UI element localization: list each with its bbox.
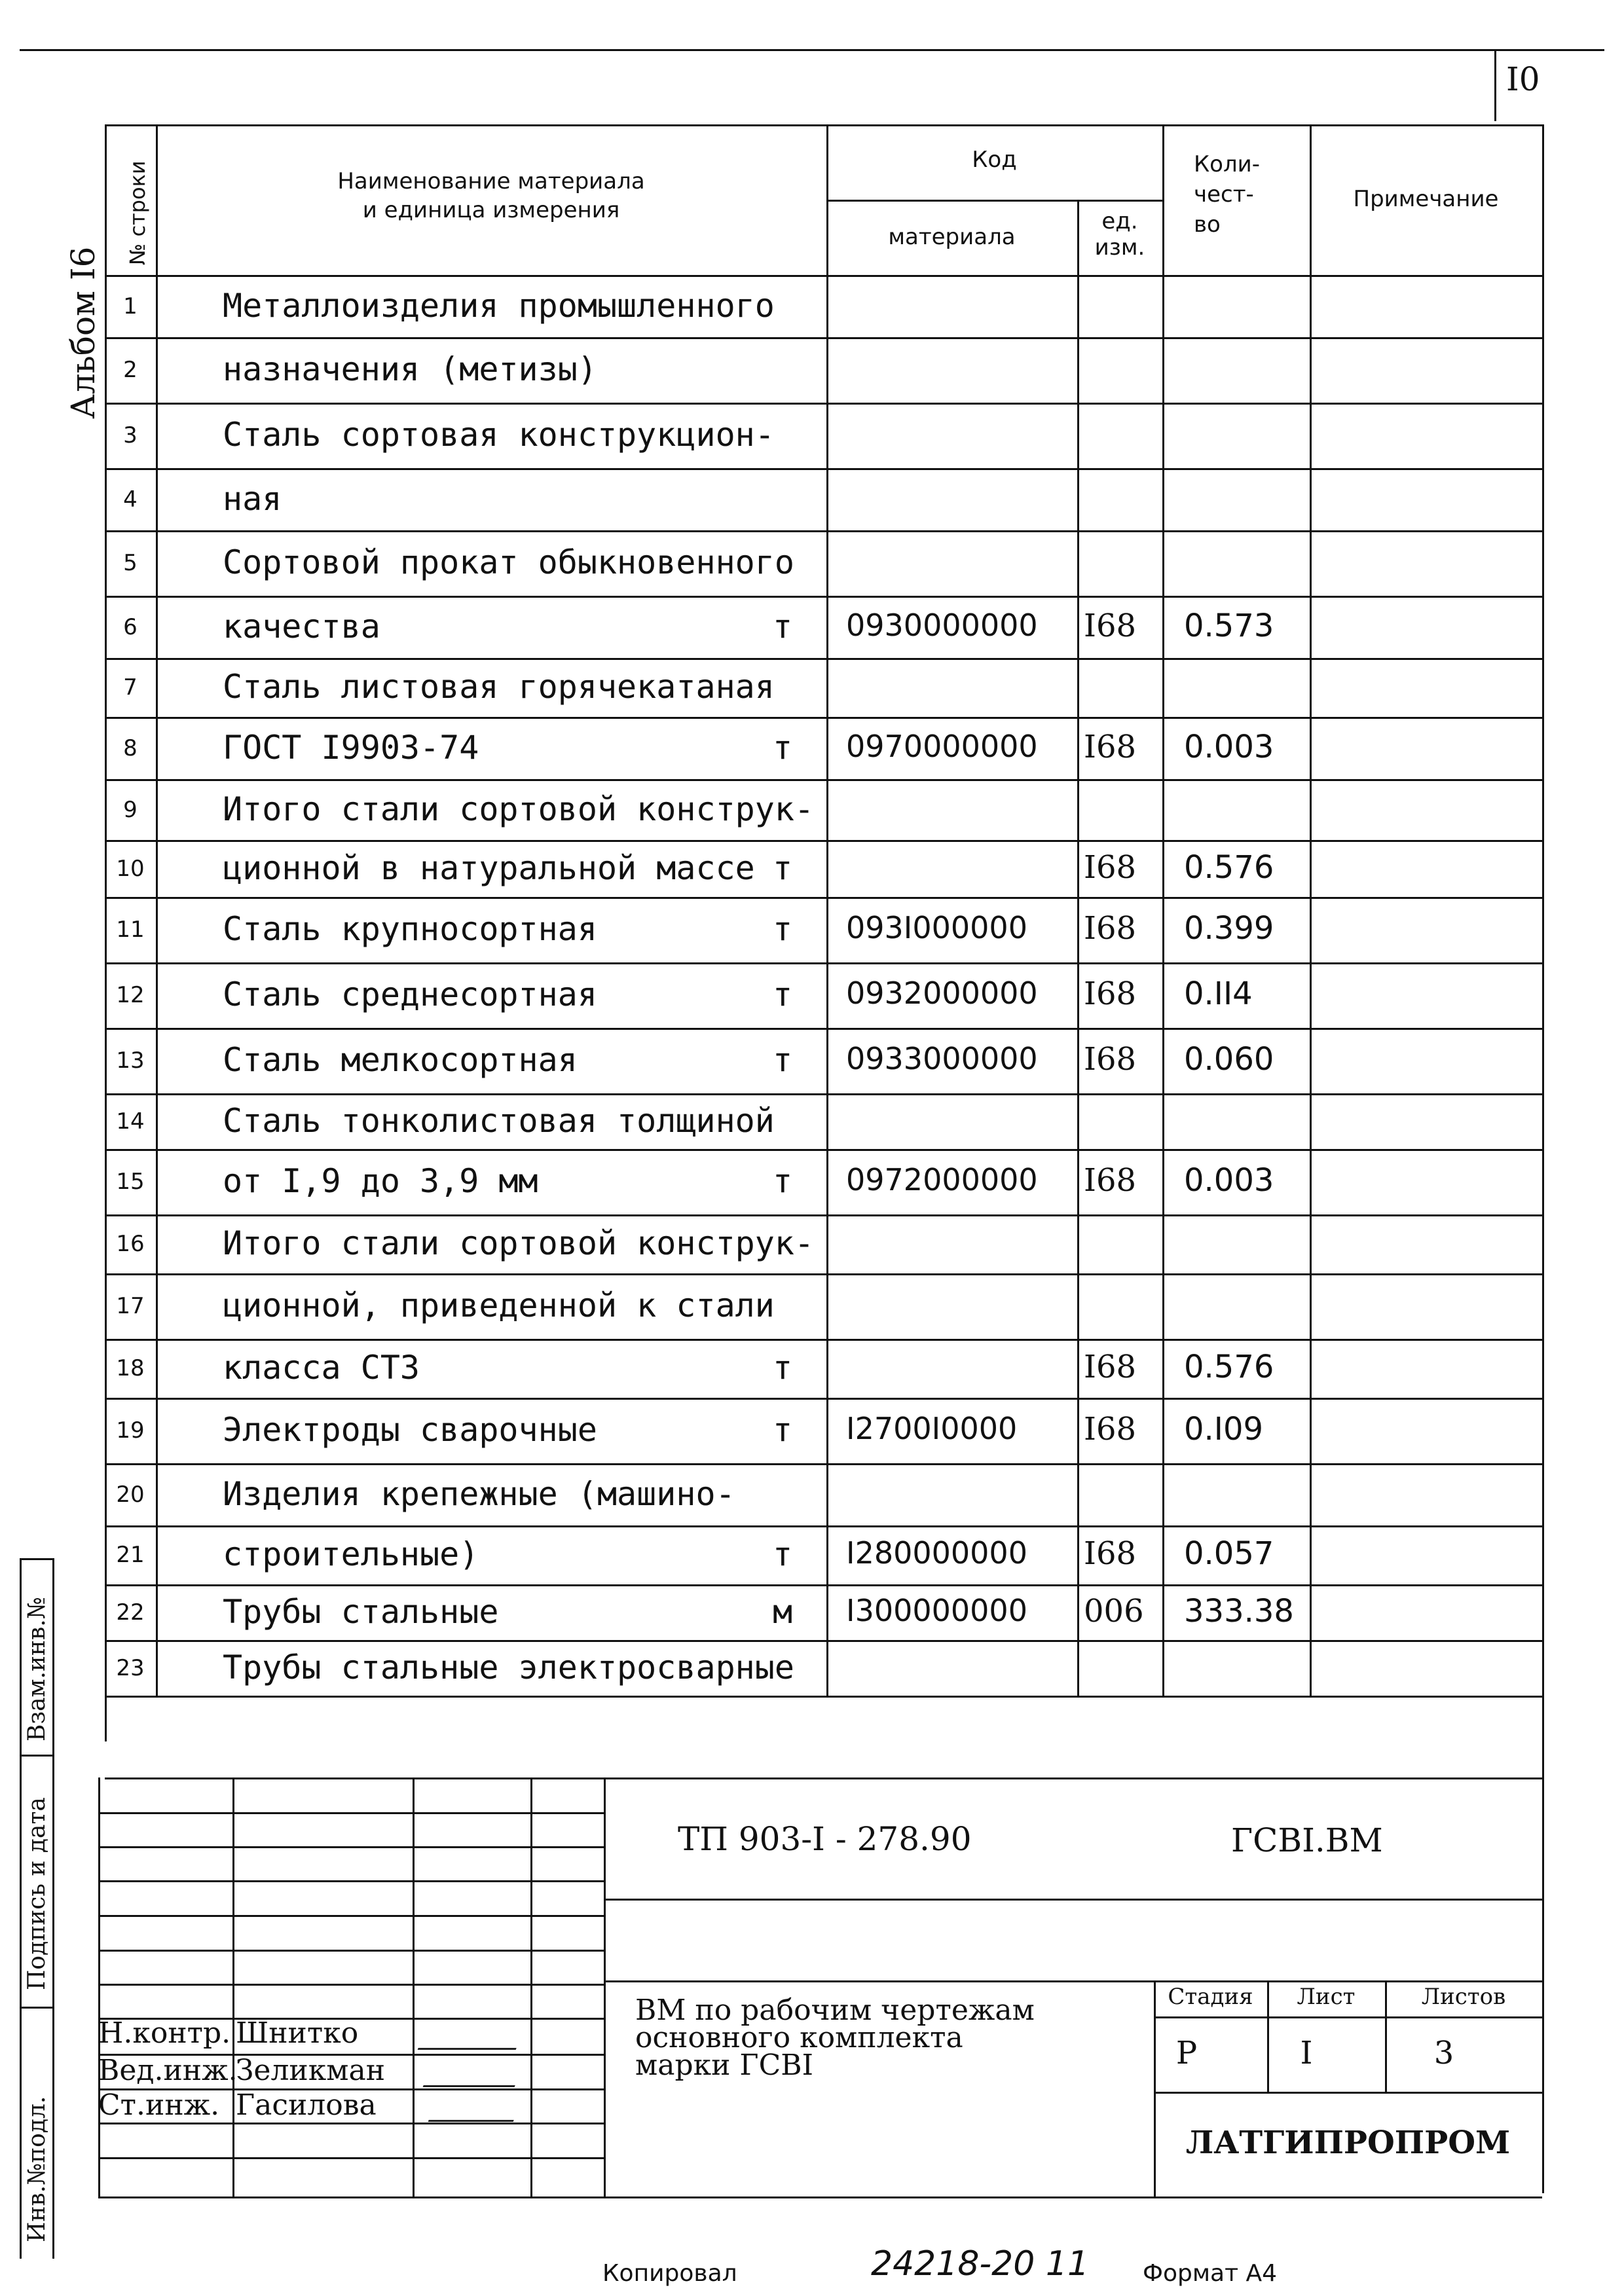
doc-code: ТП 903-I - 278.90 <box>678 1820 972 1858</box>
header-quantity: Коли- чест- во <box>1194 151 1261 238</box>
row-ed: I68 <box>1084 1349 1137 1385</box>
row-ed: I68 <box>1084 607 1137 644</box>
row-number: 6 <box>123 613 138 640</box>
row-code: I300000000 <box>846 1592 1027 1628</box>
stamp-inv: Инв.№подл. <box>24 2096 50 2242</box>
stamp-vzam: Взам.инв.№ <box>24 1597 50 1741</box>
row-qty: 0.II4 <box>1184 975 1253 1012</box>
row-name: Итого стали сортовой конструк- <box>223 1224 815 1262</box>
row-unit: т <box>773 910 793 948</box>
row-name: ГОСТ I9903-74 <box>223 728 479 767</box>
signer-name: Зеликман <box>236 2054 386 2087</box>
row-ed: I68 <box>1084 728 1137 765</box>
row-unit: т <box>773 1162 793 1200</box>
row-ed: 006 <box>1084 1592 1144 1630</box>
row-name: качества <box>223 607 380 646</box>
row-unit: т <box>773 1411 793 1449</box>
row-number: 4 <box>123 486 138 513</box>
header-code: Код <box>972 147 1017 173</box>
row-name: Трубы стальные <box>223 1592 499 1631</box>
row-unit: т <box>773 1041 793 1079</box>
row-qty: 0.003 <box>1184 728 1274 765</box>
doc-title: ВМ по рабочим чертежам основного комплекта марки ГСВI <box>635 1994 1035 2082</box>
row-qty: 0.573 <box>1184 607 1274 644</box>
row-name: Сталь тонколистовая толщиной <box>223 1101 775 1140</box>
footer-number: 24218-20 11 <box>871 2244 1090 2284</box>
header-note: Примечание <box>1353 186 1499 212</box>
signer-name: Гасилова <box>236 2088 377 2122</box>
row-number: 23 <box>116 1654 145 1681</box>
row-number: 14 <box>116 1108 145 1135</box>
signer-role: Н.контр. <box>98 2016 231 2050</box>
row-unit: м <box>773 1592 793 1631</box>
row-code: I2700I0000 <box>846 1411 1018 1446</box>
row-number: 20 <box>116 1481 145 1508</box>
album-label: Альбом I6 <box>64 246 102 419</box>
sheet-value: I <box>1300 2035 1313 2071</box>
sheets-value: 3 <box>1433 2035 1454 2071</box>
handwritten-signature <box>418 2041 519 2050</box>
row-code: 093I000000 <box>846 910 1027 945</box>
row-ed: I68 <box>1084 848 1137 886</box>
handwritten-signature <box>423 2079 518 2087</box>
row-number: 15 <box>116 1169 145 1195</box>
header-code-unit: ед. изм. <box>1094 208 1145 261</box>
row-name: ционной, приведенной к стали <box>223 1286 775 1324</box>
footer-format: Формат А4 <box>1143 2260 1278 2287</box>
row-qty: 0.576 <box>1184 1349 1274 1385</box>
handwritten-signature <box>428 2113 517 2122</box>
row-number: 9 <box>123 796 138 823</box>
row-unit: т <box>773 728 793 767</box>
row-ed: I68 <box>1084 1041 1137 1078</box>
row-qty: 333.38 <box>1184 1592 1294 1630</box>
row-qty: 0.057 <box>1184 1535 1274 1572</box>
row-number: 10 <box>116 855 145 882</box>
row-ed: I68 <box>1084 1162 1137 1199</box>
row-qty: 0.I09 <box>1184 1411 1264 1448</box>
row-unit: т <box>773 607 793 646</box>
row-qty: 0.399 <box>1184 910 1274 947</box>
row-number: 19 <box>116 1417 145 1444</box>
row-number: 22 <box>116 1599 145 1626</box>
header-name: Наименование материала и единица измерения <box>337 168 645 223</box>
row-ed: I68 <box>1084 910 1137 947</box>
row-name: Итого стали сортовой конструк- <box>223 790 815 828</box>
row-name: назначения (метизы) <box>223 350 597 388</box>
sheet-label: Лист <box>1297 1984 1356 2010</box>
row-name: ная <box>223 479 282 518</box>
row-number: 12 <box>116 982 145 1008</box>
row-name: строительные) <box>223 1535 479 1573</box>
row-name: Сортовой прокат обыкновенного <box>223 543 794 581</box>
row-code: I280000000 <box>846 1535 1027 1571</box>
row-number: 17 <box>116 1293 145 1319</box>
row-name: Изделия крепежные (машино- <box>223 1474 735 1513</box>
row-unit: т <box>773 975 793 1013</box>
row-name: Сталь листовая горячекатаная <box>223 668 775 706</box>
row-qty: 0.060 <box>1184 1041 1274 1078</box>
row-number: 3 <box>123 422 138 448</box>
row-code: 0972000000 <box>846 1162 1038 1197</box>
row-number: 2 <box>123 357 138 383</box>
row-name: Металлоизделия промышленного <box>223 286 775 325</box>
header-code-material: материала <box>888 224 1016 250</box>
header-row-number: № строки <box>125 160 150 265</box>
row-name: класса СТ3 <box>223 1349 420 1387</box>
row-number: 5 <box>123 550 138 576</box>
row-code: 0933000000 <box>846 1041 1038 1076</box>
row-ed: I68 <box>1084 1411 1137 1448</box>
row-number: 7 <box>123 674 138 701</box>
row-name: Электроды сварочные <box>223 1411 597 1449</box>
row-name: ционной в натуральной массе <box>223 848 755 887</box>
organization-name: ЛАТГИПРОПРОМ <box>1185 2124 1511 2161</box>
row-code: 0970000000 <box>846 728 1038 764</box>
signer-name: Шнитко <box>236 2016 359 2050</box>
footer-copied: Копировал <box>602 2260 737 2287</box>
row-qty: 0.003 <box>1184 1162 1274 1199</box>
page-number: I0 <box>1506 60 1540 98</box>
stamp-podpis: Подпись и дата <box>24 1797 50 1990</box>
row-number: 11 <box>116 917 145 943</box>
doc-mark: ГСВI.ВМ <box>1231 1821 1383 1859</box>
row-unit: т <box>773 848 793 887</box>
signer-role: Вед.инж. <box>98 2054 238 2087</box>
row-ed: I68 <box>1084 975 1137 1012</box>
row-number: 16 <box>116 1231 145 1257</box>
row-number: 1 <box>123 293 138 319</box>
sheets-label: Листов <box>1421 1984 1506 2010</box>
row-qty: 0.576 <box>1184 848 1274 886</box>
row-code: 0932000000 <box>846 975 1038 1011</box>
row-number: 21 <box>116 1542 145 1568</box>
row-name: Трубы стальные электросварные <box>223 1648 794 1686</box>
stage-label: Стадия <box>1168 1984 1253 2010</box>
row-name: Сталь среднесортная <box>223 975 597 1013</box>
row-name: от I,9 до 3,9 мм <box>223 1162 538 1200</box>
row-name: Сталь крупносортная <box>223 910 597 948</box>
row-name: Сталь сортовая конструкцион- <box>223 416 775 454</box>
row-number: 8 <box>123 735 138 761</box>
row-number: 18 <box>116 1355 145 1381</box>
row-name: Сталь мелкосортная <box>223 1041 578 1079</box>
row-unit: т <box>773 1535 793 1573</box>
stage-value: Р <box>1175 2035 1198 2071</box>
row-code: 0930000000 <box>846 607 1038 643</box>
signer-role: Ст.инж. <box>98 2088 220 2122</box>
row-number: 13 <box>116 1048 145 1074</box>
row-unit: т <box>773 1349 793 1387</box>
row-ed: I68 <box>1084 1535 1137 1572</box>
